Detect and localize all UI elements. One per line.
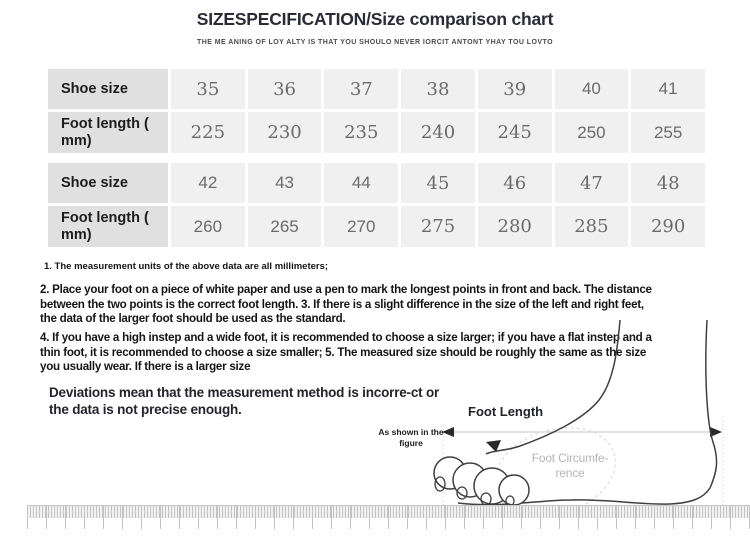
row-header-shoe-size: Shoe size <box>48 69 168 109</box>
shoe-size-cell: 39 <box>478 69 552 109</box>
foot-length-cell: 275 <box>401 206 475 247</box>
note-size-choice: 4. If you have a high instep and a wide foot, it is recommended to choose a size larger; if you have a flat instep and a thin foot, it is recommended to choose a size smaller; 5. The measured size should be roughly the same as the size you usually wear. If there is a larger size <box>40 331 652 374</box>
shoe-size-row <box>48 69 705 109</box>
foot-length-row <box>48 112 705 153</box>
foot-length-cell: 255 <box>631 112 705 153</box>
size-table-2 <box>48 163 705 247</box>
foot-length-cell: 235 <box>324 112 398 153</box>
shoe-size-cell: 45 <box>401 163 475 203</box>
shoe-size-row <box>48 163 705 203</box>
ruler-long-ticks <box>27 505 750 529</box>
foot-length-cell: 270 <box>324 206 398 247</box>
shoe-size-cell: 42 <box>171 163 245 203</box>
shoe-size-cell: 47 <box>555 163 629 203</box>
foot-length-cell: 230 <box>248 112 322 153</box>
foot-length-row <box>48 206 705 247</box>
foot-length-label: Foot Length <box>468 404 544 419</box>
foot-length-cell: 250 <box>555 112 629 153</box>
shoe-size-cell: 48 <box>631 163 705 203</box>
shoe-size-cell: 44 <box>324 163 398 203</box>
as-shown-in-figure-label: As shown in the figure <box>378 427 444 449</box>
shoe-size-cell: 37 <box>324 69 398 109</box>
foot-length-cell: 245 <box>478 112 552 153</box>
page-subtitle: THE ME ANING OF LOY ALTY IS THAT YOU SHOULO NEVER IORCIT ANTONT YHAY TOU LOVTO <box>197 39 553 46</box>
shoe-size-cell: 46 <box>478 163 552 203</box>
shoe-size-cell: 41 <box>631 69 705 109</box>
size-table-1 <box>48 69 705 153</box>
row-header-shoe-size: Shoe size <box>48 163 168 203</box>
ruler-graphic <box>27 505 750 529</box>
foot-circumference-label: Foot Circumfe-rence <box>531 451 609 480</box>
foot-length-cell: 280 <box>478 206 552 247</box>
note-measurement-units: 1. The measurement units of the above data are all millimeters; <box>44 261 329 272</box>
foot-length-cell: 225 <box>171 112 245 153</box>
note-measuring-method: 2. Place your foot on a piece of white paper and use a pen to mark the longest points in front and back. The distance between the two points is the correct foot length. 3. If there is a slight difference in the size of the left and right feet, the data of the larger foot should be used as the standard. <box>40 283 652 326</box>
shoe-size-cell: 43 <box>248 163 322 203</box>
foot-measurement-diagram <box>370 320 750 535</box>
shoe-size-cell: 40 <box>555 69 629 109</box>
foot-length-cell: 240 <box>401 112 475 153</box>
row-header-foot-length: Foot length ( mm) <box>48 112 168 153</box>
row-header-foot-length: Foot length ( mm) <box>48 206 168 247</box>
deviation-warning: Deviations mean that the measurement method is incorre-ct or the data is not precise enough. <box>49 385 440 417</box>
foot-length-cell: 260 <box>171 206 245 247</box>
foot-length-cell: 285 <box>555 206 629 247</box>
shoe-size-cell: 35 <box>171 69 245 109</box>
shoe-size-cell: 36 <box>248 69 322 109</box>
foot-length-cell: 290 <box>631 206 705 247</box>
foot-length-cell: 265 <box>248 206 322 247</box>
page-title: SIZESPECIFICATION/Size comparison chart <box>196 9 554 29</box>
shoe-size-cell: 38 <box>401 69 475 109</box>
